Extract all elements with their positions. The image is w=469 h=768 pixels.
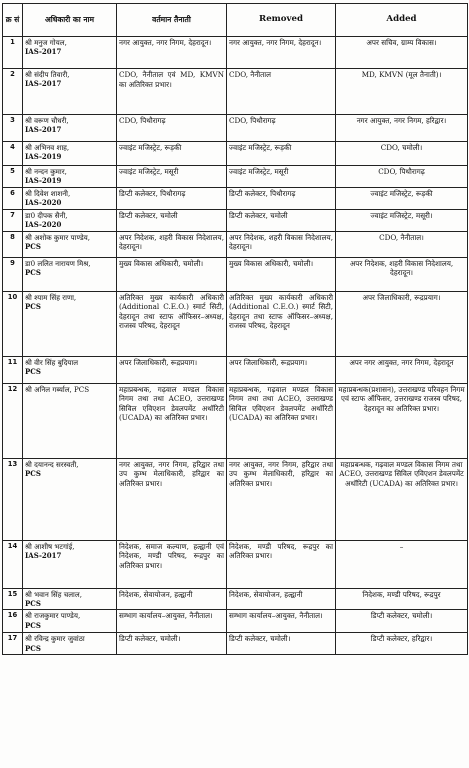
- header-serial: क्र सं: [3, 4, 23, 37]
- added-cell: ज्वाइंट मजिस्ट्रेट, रूड़की: [336, 188, 468, 210]
- added-cell: डिप्टी कलेक्टर, चमोली।: [336, 610, 468, 633]
- header-row: [3, 4, 468, 37]
- serial-number: 12: [3, 383, 23, 458]
- table-row: [3, 257, 468, 291]
- serial-number: 16: [3, 610, 23, 633]
- officer-name: डा0 दीपक सैनी,: [25, 211, 68, 220]
- removed-cell: नगर आयुक्त, नगर निगम, देहरादून।: [227, 37, 336, 69]
- current-posting-cell: डिप्टी कलेक्टर, चमोली।: [117, 633, 227, 655]
- officer-name: श्री नन्दन कुमार,: [25, 167, 67, 176]
- header-current-posting: वर्तमान तैनाती: [117, 4, 227, 37]
- removed-cell: CDO, नैनीताल: [227, 69, 336, 115]
- officer-cell: [23, 291, 117, 356]
- current-posting-cell: मुख्य विकास अधिकारी, चमोली।: [117, 257, 227, 291]
- added-cell: –: [336, 540, 468, 588]
- serial-number: 1: [3, 37, 23, 69]
- removed-cell: अपर निदेशक, शहरी विकास निदेशालय, देहरादून।: [227, 231, 336, 257]
- table-row: [3, 231, 468, 257]
- table-row: [3, 142, 468, 166]
- officer-name: श्री दयानन्द सरस्वती,: [25, 459, 79, 469]
- current-posting-cell: अतिरिक्त मुख्य कार्यकारी अधिकारी (Additional C.E.O.) स्मार्ट सिटी, देहरादून तथा स्टाफ ऑफिसर–अध्यक्ष, राजस्व परिषद, देहरादून: [117, 291, 227, 356]
- officer-name: श्री भवान सिंह चलाल,: [25, 589, 82, 599]
- officer-cell: [23, 231, 117, 257]
- officer-service: PCS: [25, 468, 41, 478]
- serial-number: 4: [3, 142, 23, 166]
- officer-cell: [23, 633, 117, 655]
- officer-cell: [23, 188, 117, 210]
- officer-cell: [23, 69, 117, 115]
- officer-cell: [23, 210, 117, 232]
- table-row: [3, 356, 468, 383]
- serial-number: 13: [3, 458, 23, 540]
- officer-cell: [23, 540, 117, 588]
- added-cell: ज्वाइंट मजिस्ट्रेट, मसूरी।: [336, 210, 468, 232]
- removed-cell: निदेशक, सेवायोजन, हल्द्वानी: [227, 588, 336, 610]
- officer-service: PCS: [25, 267, 41, 277]
- serial-number: 8: [3, 231, 23, 257]
- current-posting-cell: अपर निदेशक, शहरी विकास निदेशालय, देहरादून।: [117, 231, 227, 257]
- current-posting-cell: CDO, पिथौरागढ़: [117, 115, 227, 142]
- added-cell: अपर सचिव, ग्राम्य विकास।: [336, 37, 468, 69]
- officer-service: PCS: [25, 643, 41, 653]
- header-added: Added: [336, 4, 468, 37]
- current-posting-cell: नगर आयुक्त, नगर निगम, देहरादून।: [117, 37, 227, 69]
- officer-cell: [23, 166, 117, 188]
- serial-number: 17: [3, 633, 23, 655]
- removed-cell: डिप्टी कलेक्टर, पिथौरागढ़: [227, 188, 336, 210]
- header-officer-name: अधिकारी का नाम: [23, 4, 117, 37]
- current-posting-cell: नगर आयुक्त, नगर निगम, हरिद्वार तथा उप कुम्भ मेलाधिकारी, हरिद्वार का अतिरिक्त प्रभार।: [117, 458, 227, 540]
- officer-service: IAS-2020: [25, 198, 62, 208]
- table-row: [3, 166, 468, 188]
- officer-service: PCS: [25, 366, 41, 376]
- removed-cell: ज्वाइंट मजिस्ट्रेट, रूड़की: [227, 142, 336, 166]
- officer-name: श्री अनिल गर्ब्याल, PCS: [25, 384, 90, 394]
- table-row: [3, 188, 468, 210]
- added-cell: CDO, नैनीताल।: [336, 231, 468, 257]
- removed-cell: अतिरिक्त मुख्य कार्यकारी अधिकारी (Additional C.E.O.) स्मार्ट सिटी, देहरादून तथा स्टाफ ऑफिसर–अध्यक्ष, राजस्व परिषद, देहरादून: [227, 291, 336, 356]
- current-posting-cell: डिप्टी कलेक्टर, पिथौरागढ़: [117, 188, 227, 210]
- officer-cell: [23, 37, 117, 69]
- officer-name: श्री आशीष भटगांई,: [25, 541, 75, 551]
- officer-cell: [23, 458, 117, 540]
- serial-number: 6: [3, 188, 23, 210]
- current-posting-cell: सम्भाग कार्यालय–आयुक्त, नैनीताल।: [117, 610, 227, 633]
- table-row: [3, 633, 468, 655]
- added-cell: अपर नगर आयुक्त, नगर निगम, देहरादून: [336, 356, 468, 383]
- serial-number: 2: [3, 69, 23, 115]
- removed-cell: डिप्टी कलेक्टर, चमोली: [227, 210, 336, 232]
- officer-name: श्री वरूण चौधरी,: [25, 116, 69, 125]
- removed-cell: महाप्रबन्धक, गढ़वाल मण्डल विकास निगम तथा तथा ACEO, उत्तराखण्ड सिविल एविएशन डेवलपमेंट अथॉरिटी (UCADA) का अतिरिक्त प्रभार।: [227, 383, 336, 458]
- removed-cell: मुख्य विकास अधिकारी, चमोली।: [227, 257, 336, 291]
- officer-service: PCS: [25, 241, 41, 251]
- table-row: [3, 588, 468, 610]
- added-cell: अपर निदेशक, शहरी विकास निदेशालय, देहरादून।: [336, 257, 468, 291]
- transfer-table: [2, 3, 468, 655]
- current-posting-cell: ज्वाइंट मजिस्ट्रेट, मसूरी: [117, 166, 227, 188]
- officer-cell: [23, 142, 117, 166]
- removed-cell: डिप्टी कलेक्टर, चमोली।: [227, 633, 336, 655]
- removed-cell: निदेशक, मण्डी परिषद, रूद्रपुर का अतिरिक्त प्रभार।: [227, 540, 336, 588]
- serial-number: 14: [3, 540, 23, 588]
- added-cell: डिप्टी कलेक्टर, हरिद्वार।: [336, 633, 468, 655]
- removed-cell: ज्वाइंट मजिस्ट्रेट, मसूरी: [227, 166, 336, 188]
- officer-service: IAS-2019: [25, 152, 62, 162]
- table-row: [3, 115, 468, 142]
- officer-name: श्री वीर सिंह बुदियाल: [25, 357, 79, 367]
- officer-service: PCS: [25, 620, 41, 630]
- officer-name: श्री रविन्द्र कुमार जुवांठा: [25, 634, 85, 644]
- officer-name: श्री मनुज गोयल,: [25, 38, 67, 47]
- officer-cell: [23, 588, 117, 610]
- serial-number: 7: [3, 210, 23, 232]
- current-posting-cell: निदेशक, सेवायोजन, हल्द्वानी: [117, 588, 227, 610]
- added-cell: निदेशक, मण्डी परिषद, रूद्रपुर: [336, 588, 468, 610]
- removed-cell: अपर जिलाधिकारी, रूद्रप्रयाग।: [227, 356, 336, 383]
- officer-cell: [23, 356, 117, 383]
- table-row: [3, 540, 468, 588]
- current-posting-cell: डिप्टी कलेक्टर, चमोली: [117, 210, 227, 232]
- officer-service: IAS-2020: [25, 220, 62, 230]
- current-posting-cell: CDO, नैनीताल एवं MD, KMVN का अतिरिक्त प्रभार।: [117, 69, 227, 115]
- officer-service: IAS-2017: [25, 550, 62, 560]
- officer-service: PCS: [25, 301, 41, 311]
- current-posting-cell: अपर जिलाधिकारी, रूद्रप्रयाग।: [117, 356, 227, 383]
- table-row: [3, 383, 468, 458]
- serial-number: 15: [3, 588, 23, 610]
- table-row: [3, 69, 468, 115]
- officer-name: श्री राजकुमार पाण्डेय,: [25, 611, 81, 621]
- header-removed: Removed: [227, 4, 336, 37]
- removed-cell: सम्भाग कार्यालय–आयुक्त, नैनीताल।: [227, 610, 336, 633]
- removed-cell: नगर आयुक्त, नगर निगम, हरिद्वार तथा उप कुम्भ मेलाधिकारी, हरिद्वार का अतिरिक्त प्रभार।: [227, 458, 336, 540]
- added-cell: महाप्रबन्धक, गढ़वाल मण्डल विकास निगम तथा ACEO, उत्तराखण्ड सिविल एविएशन डेवलपमेंट अथॉरिटी (UCADA) का अतिरिक्त प्रभार।: [336, 458, 468, 540]
- serial-number: 10: [3, 291, 23, 356]
- officer-name: डा0 ललित नारायण मिश्र,: [25, 258, 91, 268]
- removed-cell: CDO, पिथौरागढ़: [227, 115, 336, 142]
- added-cell: CDO, पिथौरागढ़: [336, 166, 468, 188]
- serial-number: 11: [3, 356, 23, 383]
- table-row: [3, 610, 468, 633]
- officer-name: श्री अभिनव शाह,: [25, 143, 70, 152]
- added-cell: महाप्रबन्धक(प्रशासन), उत्तराखण्ड परिवहन निगम एवं स्टाफ ऑफिसर, उत्तराखण्ड राजस्व परिषद, देहरादून का अतिरिक्त प्रभार।: [336, 383, 468, 458]
- serial-number: 3: [3, 115, 23, 142]
- serial-number: 5: [3, 166, 23, 188]
- added-cell: नगर आयुक्त, नगर निगम, हरिद्वार।: [336, 115, 468, 142]
- serial-number: 9: [3, 257, 23, 291]
- officer-service: PCS: [25, 598, 41, 608]
- added-cell: अपर जिलाधिकारी, रूद्रप्रयाग।: [336, 291, 468, 356]
- current-posting-cell: ज्वाइंट मजिस्ट्रेट, रूड़की: [117, 142, 227, 166]
- officer-service: IAS-2019: [25, 176, 62, 186]
- current-posting-cell: निदेशक, समाज कल्याण, हल्द्वानी एवं निदेशक, मण्डी परिषद, रूद्रपुर का अतिरिक्त प्रभार।: [117, 540, 227, 588]
- current-posting-cell: महाप्रबन्धक, गढ़वाल मण्डल विकास निगम तथा तथा ACEO, उत्तराखण्ड सिविल एविएशन डेवलपमेंट अथॉरिटी (UCADA) का अतिरिक्त प्रभार।: [117, 383, 227, 458]
- officer-name: श्री दिवेश शाशनी,: [25, 189, 71, 198]
- officer-service: IAS-2017: [25, 47, 62, 57]
- officer-service: IAS-2017: [25, 125, 62, 135]
- officer-cell: [23, 257, 117, 291]
- officer-name: श्री अशोक कुमार पाण्डेय,: [25, 232, 90, 242]
- added-cell: MD, KMVN (मूल तैनाती)।: [336, 69, 468, 115]
- officer-name: श्री संदीप तिवारी,: [25, 70, 70, 79]
- table-row: [3, 37, 468, 69]
- added-cell: CDO, चमोली।: [336, 142, 468, 166]
- officer-cell: [23, 383, 117, 458]
- officer-service: IAS-2017: [25, 79, 62, 89]
- table-row: [3, 291, 468, 356]
- officer-cell: [23, 610, 117, 633]
- officer-name: श्री श्याम सिंह राणा,: [25, 292, 77, 302]
- table-row: [3, 210, 468, 232]
- table-row: [3, 458, 468, 540]
- officer-cell: [23, 115, 117, 142]
